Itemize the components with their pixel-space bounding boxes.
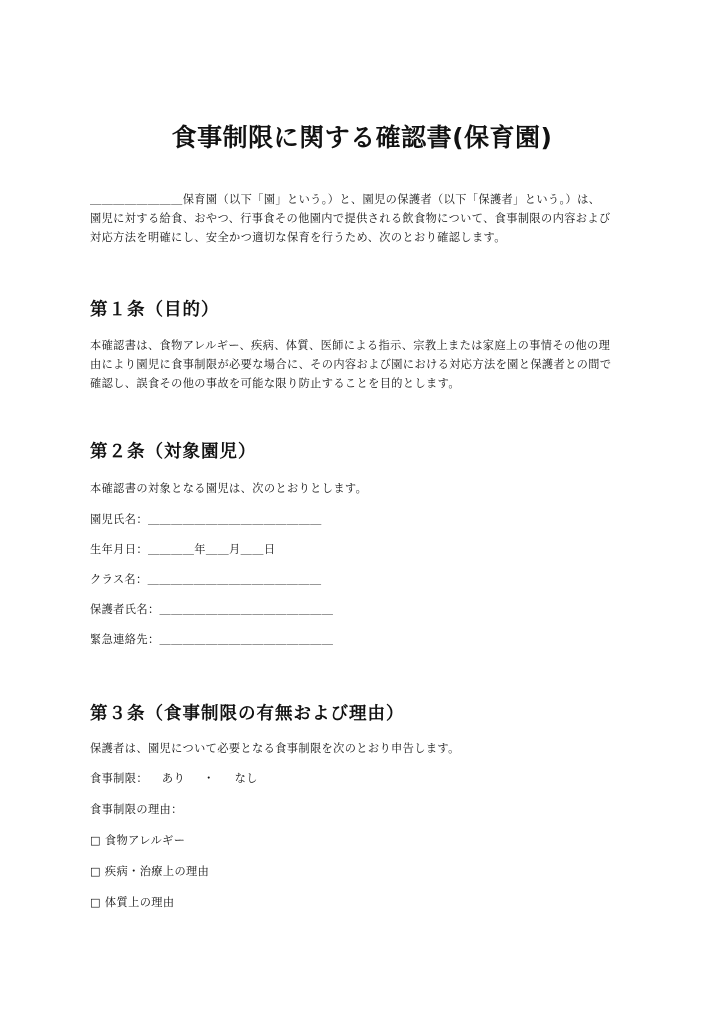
reason-constitution: □ 体質上の理由 bbox=[90, 896, 175, 909]
intro-line: 対応方法を明確にし、安全かつ適切な保育を行うため、次のとおり確認します。 bbox=[90, 231, 506, 244]
article-1-line: 本確認書は、食物アレルギー、疾病、体質、医師による指示、宗教上または家庭上の事情その他の理 bbox=[90, 339, 611, 352]
restriction-row bbox=[90, 770, 258, 786]
restriction-label: 食事制限： bbox=[90, 772, 148, 785]
child-name-field: 園児氏名：＿＿＿＿＿＿＿＿＿＿＿＿＿＿＿ bbox=[90, 513, 322, 526]
emergency-contact-field: 緊急連絡先：＿＿＿＿＿＿＿＿＿＿＿＿＿＿＿ bbox=[90, 633, 334, 646]
article-1-body bbox=[90, 336, 645, 393]
article-2-intro: 本確認書の対象となる園児は、次のとおりとします。 bbox=[90, 482, 368, 495]
article-1-line: 確認し、誤食その他の事故を可能な限り防止することを目的とします。 bbox=[90, 377, 460, 390]
option-yes: あり bbox=[161, 772, 186, 785]
reason-food-allergy: □ 食物アレルギー bbox=[90, 834, 186, 847]
guardian-name-field: 保護者氏名：＿＿＿＿＿＿＿＿＿＿＿＿＿＿＿ bbox=[90, 603, 334, 616]
option-no: なし bbox=[234, 772, 258, 785]
article-3-intro: 保護者は、園児について必要となる食事制限を次のとおり申告します。 bbox=[90, 742, 460, 755]
reason-label: 食事制限の理由： bbox=[90, 803, 183, 816]
birth-date-field: 生年月日：＿＿＿＿年＿＿月＿＿日 bbox=[90, 543, 276, 556]
option-separator: ・ bbox=[203, 772, 215, 785]
document-title: 食事制限に関する確認書(保育園) bbox=[171, 123, 553, 152]
intro-line: 園児に対する給食、おやつ、行事食その他園内で提供される飲食物について、食事制限の内容および bbox=[90, 212, 611, 225]
article-2-heading: 第２条（対象園児） bbox=[90, 442, 257, 462]
intro-paragraph bbox=[90, 190, 645, 247]
article-1-line: 由により園児に食事制限が必要な場合に、その内容および園における対応方法を園と保護者との間で bbox=[90, 358, 612, 371]
reason-illness: □ 疾病・治療上の理由 bbox=[90, 865, 210, 878]
article-3-heading: 第３条（食事制限の有無および理由） bbox=[90, 704, 405, 724]
class-name-field: クラス名：＿＿＿＿＿＿＿＿＿＿＿＿＿＿＿ bbox=[90, 573, 322, 586]
intro-line: ＿＿＿＿＿＿＿＿保育園（以下「園」という。）と、園児の保護者（以下「保護者」という。）は、 bbox=[90, 193, 601, 206]
article-1-heading: 第１条（目的） bbox=[90, 300, 220, 320]
